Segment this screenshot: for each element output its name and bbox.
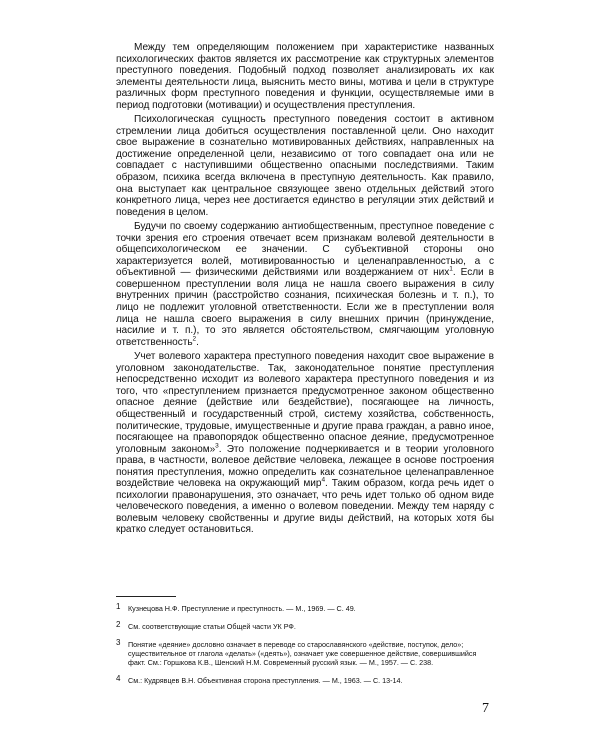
footnote-3 — [116, 640, 494, 667]
paragraph-text: . Это положение подчеркивается и в теории уголовного права, в частности, волевое действие человека, лежащее в основе построения понятия преступления, можно определить как сознательное целенаправленное воздействие человека на окружающий мир — [116, 443, 494, 490]
footnote-mark: 1 — [116, 602, 121, 611]
footnote-4 — [116, 676, 494, 685]
footnote-text: См. соответствующие статьи Общей части УК РФ. — [128, 622, 296, 631]
footnote-mark: 2 — [116, 620, 121, 629]
paragraph-text: Между тем определяющим положением при характеристике названных психологических фактов является их рассмотрение как структурных элементов преступного поведения. Подобный подход позволяет анализировать их как элементы деятельности лица, выяснить место вины, мотива и цели в структуре различных форм преступного поведения и функции, осуществляемые ими в период подготовки (мотивации) и осуществления преступления. — [116, 42, 494, 111]
footnotes — [116, 604, 494, 694]
paragraph-text: . Если в совершенном преступлении воля лица не нашла своего выражения в силу внутренних причин (расстройство сознания, психическая болезнь и т. п.), то лицо не подлежит уголовной ответственности. Если же в преступлении воля лица не нашла своего выражения в силу внешних причин (принуждение, насилие и т. п.), то это является обстоятельством, смягчающим уголовную ответственность — [116, 267, 494, 348]
paragraph-text: . Таким образом, когда речь идет о психологии правонарушения, это означает, что речь идет только об одном виде человеческого поведения, а именно о волевом поведении. Между тем наряду с волевым человеку свойственны и другие виды действий, на которых хотя бы кратко следует остановиться. — [116, 478, 494, 536]
footnote-divider — [116, 596, 176, 597]
footnote-1 — [116, 604, 494, 613]
paragraph-text: Будучи по своему содержанию антиобщественным, преступное поведение с точки зрения его строения отвечает всем признакам волевой деятельности в общепсихологическом ее значении. С субъективной стороны оно характеризуется волей, мотивированностью и целенаправленностью, а с объективной — физическими действиями или воздержанием от них — [116, 221, 494, 279]
footnote-text: Кузнецова Н.Ф. Преступление и преступность. — М., 1969. — С. 49. — [128, 604, 356, 613]
paragraph-text: Учет волевого характера преступного поведения находит свое выражение в уголовном законодательстве. Так, законодательное понятие преступления непосредственно исходит из волевого характера преступного поведения и из того, что «преступлением признается предусмотренное законом общественно опасное деяние (действие или бездействие), посягающее на личность, общественный и государственный строй, систему хозяйства, собственность, политические, трудовые, имущественные и другие права граждан, а равно иное, посягающее на правопорядок общественно опасное деяние, предусмотренное уголовным законом» — [116, 351, 494, 455]
footnote-mark: 3 — [116, 638, 121, 647]
footnote-ref-4: 4 — [321, 476, 326, 484]
paragraph-text: . — [196, 336, 199, 348]
footnote-text: Понятие «деяние» дословно означает в переводе со старославянского «действие, поступок, дело»; существительное от глагола «делать» («деять»), означает уже совершенное действие, совершившийся факт. См.: Горшкова К.В., Шенский Н.М. Современный русский язык. — М., 1957. — С. 238. — [128, 640, 477, 667]
footnote-ref-3: 3 — [215, 442, 219, 450]
footnote-ref-1: 1 — [449, 266, 453, 274]
paragraph-text: Психологическая сущность преступного поведения состоит в активном стремлении лица добиться осуществления поставленной цели. Оно находит свое выражение в сознательно мотивированных действиях, направленных на достижение определенной цели, независимо от того совпадает она или не совпадает с наступившими общественно опасными последствиями. Таким образом, психика всегда включена в преступную деятельность. Как правило, она выступает как центральное связующее звено отдельных действий этого конкретного лица, через нее достигается единство в регуляции этих действий и поведения в целом. — [116, 114, 494, 218]
footnote-mark: 4 — [116, 674, 121, 683]
body-text — [116, 42, 494, 539]
paragraph-3 — [116, 221, 494, 348]
page-number: 7 — [482, 701, 489, 716]
footnote-ref-2: 2 — [192, 335, 197, 343]
paragraph-1 — [116, 42, 494, 111]
paragraph-2 — [116, 114, 494, 218]
paragraph-4 — [116, 351, 494, 536]
footnote-2 — [116, 622, 494, 631]
footnote-text: См.: Кудрявцев В.Н. Объективная сторона преступления. — М., 1963. — С. 13-14. — [128, 676, 403, 685]
